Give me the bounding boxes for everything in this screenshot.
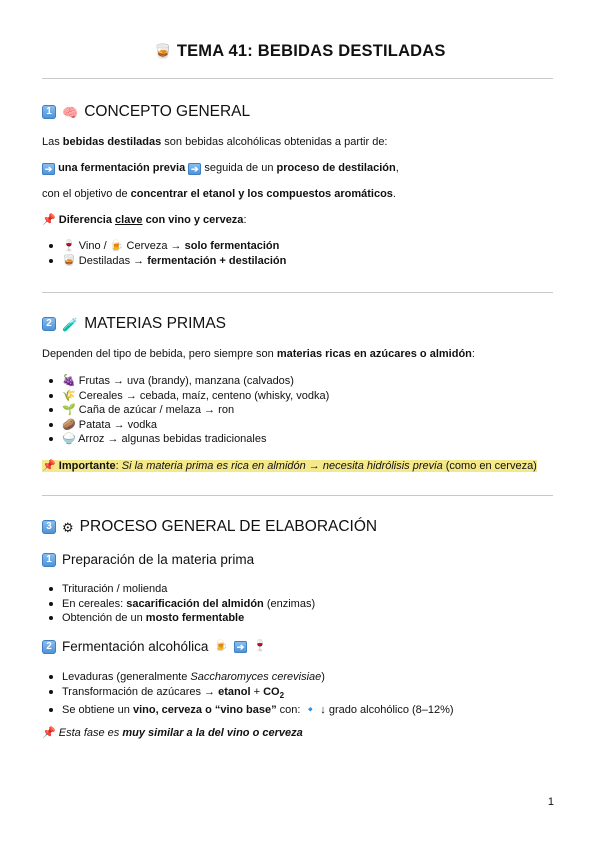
- text: con el objetivo de: [42, 188, 131, 200]
- text: Patata → vodka: [78, 418, 158, 431]
- text: ↓ grado alcohólico (8–12%): [317, 704, 454, 717]
- list-item: [62, 239, 286, 254]
- paragraph: [42, 135, 388, 149]
- text-bold: materias ricas en azúcares o almidón: [276, 348, 472, 360]
- pushpin-icon: 📌: [42, 214, 56, 226]
- text-bold: concentrar el etanol y los compuestos aromáticos: [130, 188, 393, 200]
- highlighted-note: [42, 460, 537, 472]
- wine-glass-icon: 🍷: [62, 240, 76, 252]
- bullet-list: [62, 582, 315, 626]
- list-item: [62, 685, 454, 704]
- text-bold: etanol: [218, 685, 251, 698]
- text-bold: vino, cerveza o “vino base”: [132, 704, 277, 717]
- text-bold: mosto fermentable: [145, 612, 245, 624]
- grain-icon: 🌾: [62, 389, 76, 402]
- phase-note: [42, 726, 303, 740]
- text: Vino /: [78, 240, 110, 252]
- section-heading-proceso: [42, 518, 377, 536]
- text-bold-underline: clave: [115, 214, 143, 226]
- brain-icon: 🧠: [62, 104, 79, 120]
- text-bold: bebidas destiladas: [62, 136, 162, 148]
- section-heading-text: MATERIAS PRIMAS: [84, 315, 227, 332]
- text: Dependen del tipo de bebida, pero siempre son: [42, 348, 277, 360]
- bullet-list: [62, 374, 329, 447]
- text: Cereales → cebada, maíz, centeno (whisky, vodka): [78, 389, 330, 402]
- wine-glass-icon: 🍷: [253, 640, 267, 652]
- text: Cerveza →: [123, 240, 185, 252]
- text: (enzimas): [263, 597, 316, 610]
- text-bold: Diferencia: [58, 214, 116, 226]
- list-item: [62, 418, 329, 433]
- text-bold: solo fermentación: [184, 240, 280, 252]
- keycap-number-icon: 2: [42, 317, 56, 331]
- keycap-number-icon: 3: [42, 520, 56, 534]
- text: seguida de un: [201, 162, 277, 174]
- bullet-list: [62, 239, 286, 268]
- paragraph: [42, 161, 399, 175]
- text: :: [243, 214, 247, 226]
- list-item: [62, 374, 329, 389]
- text: con:: [276, 704, 304, 717]
- keycap-number-icon: 1: [42, 105, 56, 119]
- keycap-number-icon: 2: [42, 640, 56, 654]
- potato-icon: 🥔: [62, 418, 76, 431]
- text-italic: Saccharomyces cerevisiae: [190, 671, 322, 683]
- page-number: 1: [547, 796, 554, 808]
- beer-mug-icon: 🍺: [109, 240, 124, 252]
- blue-diamond-icon: 🔹: [303, 704, 318, 717]
- pushpin-icon: 📌: [42, 460, 56, 472]
- list-item: [62, 254, 286, 269]
- test-tube-icon: 🧪: [62, 316, 79, 332]
- subsection-heading: [42, 552, 254, 567]
- divider: [42, 495, 553, 496]
- whisky-glass-icon: 🥃: [62, 254, 76, 267]
- text: +: [250, 685, 264, 698]
- keycap-number-icon: 1: [42, 553, 56, 567]
- beer-mug-icon: 🍺: [214, 640, 229, 652]
- text: ): [321, 671, 325, 683]
- text: Transformación de azúcares →: [62, 685, 219, 698]
- text-bold: una fermentación previa: [58, 162, 186, 174]
- whisky-glass-icon: 🥃: [154, 43, 173, 59]
- text-bold: con vino y cerveza: [142, 214, 244, 226]
- text-bold: Importante: [58, 460, 116, 472]
- section-heading-concepto: [42, 103, 250, 121]
- text: Caña de azúcar / melaza → ron: [78, 404, 235, 416]
- difference-note: [42, 213, 247, 227]
- grapes-icon: 🍇: [62, 375, 76, 387]
- text: :: [471, 348, 475, 360]
- gear-icon: ⚙: [62, 519, 74, 535]
- list-item: [62, 597, 315, 612]
- page-title: [0, 42, 600, 61]
- section-heading-materias: [42, 315, 226, 333]
- text-italic: Si la materia prima es rica en almidón → necesita hidrólisis previa: [121, 460, 443, 472]
- text: son bebidas alcohólicas obtenidas a partir de:: [161, 136, 388, 148]
- text-bold: fermentación + destilación: [147, 254, 287, 267]
- paragraph: [42, 187, 396, 201]
- rice-icon: 🍚: [62, 433, 76, 445]
- subsection-heading-text: Preparación de la materia prima: [62, 552, 255, 567]
- text-bold-italic: muy similar a la del vino o cerveza: [122, 727, 303, 739]
- section-heading-text: PROCESO GENERAL DE ELABORACIÓN: [79, 518, 378, 535]
- pushpin-icon: 📌: [42, 727, 56, 739]
- text: (como en cerveza): [442, 460, 537, 472]
- text: Obtención de un: [62, 612, 146, 624]
- text: Se obtiene un: [62, 704, 133, 717]
- important-note: [42, 459, 537, 473]
- subsection-heading-text: Fermentación alcohólica: [62, 639, 209, 654]
- text: Trituración / molienda: [62, 583, 168, 595]
- bullet-list: [62, 670, 454, 718]
- text: Las: [42, 136, 63, 148]
- text-bold: sacarificación del almidón: [126, 597, 264, 610]
- divider: [42, 78, 553, 79]
- text: En cereales:: [62, 597, 127, 610]
- list-item: [62, 432, 329, 447]
- list-item: [62, 403, 329, 418]
- text: Levaduras (generalmente: [62, 671, 191, 683]
- text-bold: proceso de destilación: [276, 162, 396, 174]
- divider: [42, 292, 553, 293]
- right-arrow-icon: ➔: [188, 163, 201, 175]
- text: :: [115, 460, 122, 472]
- text: ,: [395, 162, 399, 174]
- sprout-icon: 🌱: [62, 404, 76, 416]
- text: Destiladas →: [78, 254, 148, 267]
- section-heading-text: CONCEPTO GENERAL: [84, 103, 251, 120]
- list-item: [62, 703, 454, 718]
- list-item: [62, 611, 315, 626]
- list-item: [62, 389, 329, 404]
- paragraph: [42, 347, 475, 361]
- text: .: [392, 188, 396, 200]
- page-title-text: TEMA 41: BEBIDAS DESTILADAS: [176, 42, 446, 60]
- right-arrow-icon: ➔: [234, 641, 247, 653]
- list-item: [62, 582, 315, 597]
- text: Frutas → uva (brandy), manzana (calvados): [78, 375, 294, 387]
- text-bold: CO: [263, 685, 280, 698]
- subsection-heading: [42, 639, 267, 654]
- text: Arroz → algunas bebidas tradicionales: [78, 433, 267, 445]
- text-italic: Esta fase es: [58, 727, 123, 739]
- list-item: [62, 670, 454, 685]
- text-subscript: 2: [279, 690, 285, 700]
- right-arrow-icon: ➔: [42, 163, 55, 175]
